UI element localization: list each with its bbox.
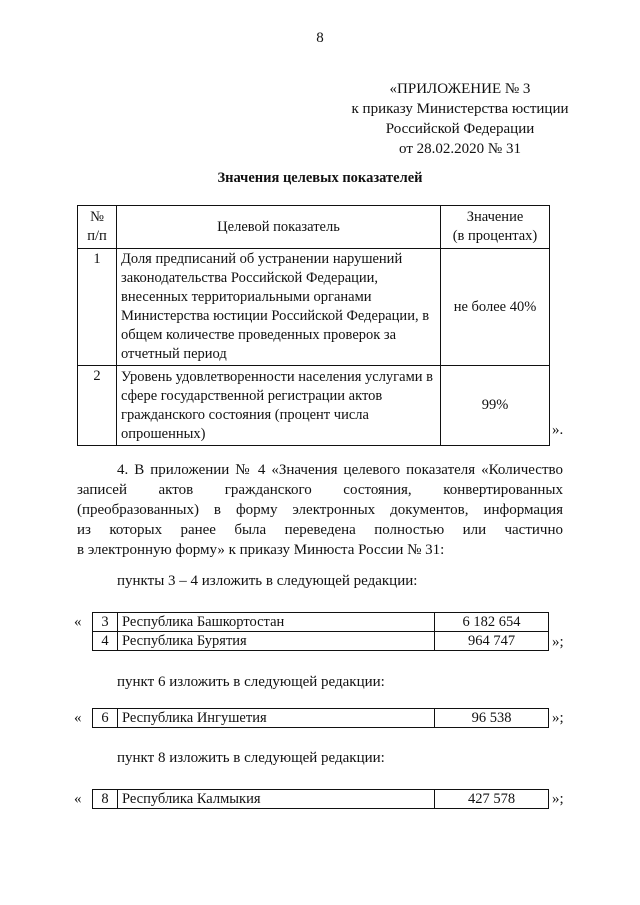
table-row <box>78 249 550 366</box>
replacement-table-items-3-4 <box>92 612 549 651</box>
paragraph-line: из которых ранее была переведена полностью или частично <box>77 522 563 538</box>
paragraph-line: записей актов гражданского состояния, конвертированных <box>77 482 563 498</box>
row-number: 1 <box>78 249 117 366</box>
row-value: не более 40% <box>441 249 550 366</box>
header-value: Значение (в процентах) <box>441 206 550 249</box>
row-value: 427 578 <box>435 790 549 809</box>
page-number: 8 <box>316 30 324 46</box>
table-closing-quote: ». <box>552 422 564 438</box>
row-region: Республика Бурятия <box>118 632 435 651</box>
table-row <box>78 366 550 446</box>
instruction-item-8: пункт 8 изложить в следующей редакции: <box>117 750 385 766</box>
closing-quote: »; <box>552 710 564 726</box>
appendix-line-2: к приказу Министерства юстиции <box>351 101 569 117</box>
row-value: 96 538 <box>435 709 549 728</box>
row-region: Республика Башкортостан <box>118 613 435 632</box>
row-region: Республика Ингушетия <box>118 709 435 728</box>
closing-quote: »; <box>552 791 564 807</box>
appendix-line-1: «ПРИЛОЖЕНИЕ № 3 <box>389 81 531 97</box>
opening-quote: « <box>74 791 82 807</box>
replacement-table-item-8 <box>92 789 549 809</box>
header-number: № п/п <box>78 206 117 249</box>
row-indicator: Доля предписаний об устранении нарушений законодательства Российской Федерации, внесенных территориальными органами Министерства юстиции Российской Федерации, в общем количестве проведенных проверок за отчетный период <box>117 249 441 366</box>
instruction-item-6: пункт 6 изложить в следующей редакции: <box>117 674 385 690</box>
row-number: 3 <box>93 613 118 632</box>
table-row <box>93 790 549 809</box>
opening-quote: « <box>74 710 82 726</box>
appendix-line-4: от 28.02.2020 № 31 <box>399 141 521 157</box>
row-value: 99% <box>441 366 550 446</box>
table-header-row <box>78 206 550 249</box>
appendix-header <box>300 79 620 159</box>
row-indicator: Уровень удовлетворенности населения услугами в сфере государственной регистрации актов гражданского состояния (процент числа опрошенных) <box>117 366 441 446</box>
row-region: Республика Калмыкия <box>118 790 435 809</box>
row-number: 6 <box>93 709 118 728</box>
table-row <box>93 632 549 651</box>
target-indicators-table <box>77 205 550 446</box>
paragraph-line: 4. В приложении № 4 «Значения целевого показателя «Количество <box>117 462 563 478</box>
opening-quote: « <box>74 614 82 630</box>
paragraph-line: (преобразованных) в форму электронных документов, информация <box>77 502 563 518</box>
row-value: 6 182 654 <box>435 613 549 632</box>
paragraph-line: в электронную форму» к приказу Минюста России № 31: <box>77 542 445 558</box>
header-indicator: Целевой показатель <box>117 206 441 249</box>
row-number: 8 <box>93 790 118 809</box>
appendix-line-3: Российской Федерации <box>385 121 535 137</box>
table-row <box>93 709 549 728</box>
row-number: 4 <box>93 632 118 651</box>
replacement-table-item-6 <box>92 708 549 728</box>
document-title: Значения целевых показателей <box>217 170 423 186</box>
instruction-items-3-4: пункты 3 – 4 изложить в следующей редакции: <box>117 573 418 589</box>
row-number: 2 <box>78 366 117 446</box>
closing-quote: »; <box>552 634 564 650</box>
row-value: 964 747 <box>435 632 549 651</box>
amendment-paragraph <box>77 460 563 560</box>
table-row <box>93 613 549 632</box>
